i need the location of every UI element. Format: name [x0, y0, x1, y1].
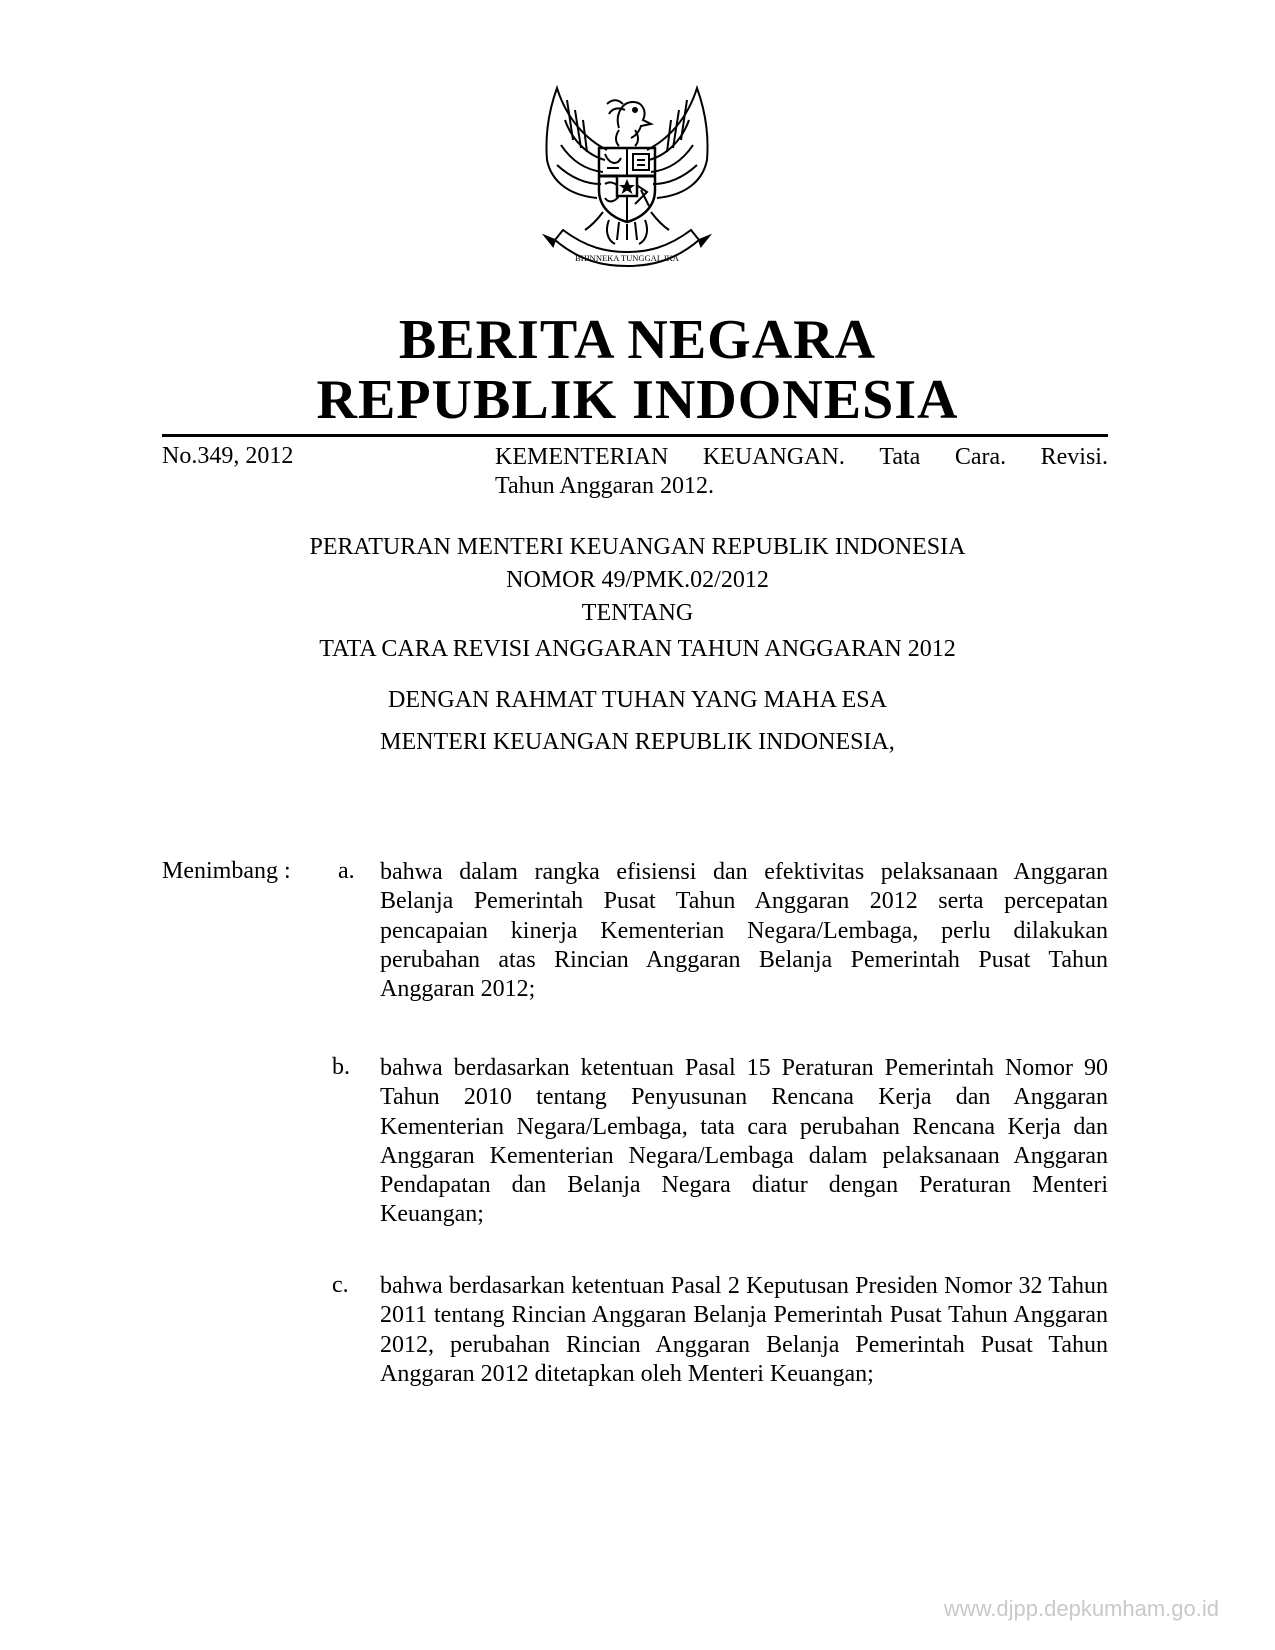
item-letter: b. — [332, 1054, 350, 1080]
subject-word: Tata — [879, 444, 921, 470]
considering-item-b: bahwa berdasarkan ketentuan Pasal 15 Peraturan Pemerintah Nomor 90 Tahun 2010 tentang Penyusunan Rencana Kerja dan Anggaran Kementerian Negara/Lembaga, tata cara perubahan Rencana Kerja dan Anggaran Kementerian Negara/Lembaga dalam pelaksanaan Anggaran Pendapatan dan Belanja Negara diatur dengan Peraturan Menteri Keuangan; — [380, 1055, 1108, 1228]
subject-word: Cara. — [954, 444, 1007, 470]
masthead-line-1: BERITA NEGARA — [398, 309, 877, 371]
gazette-number: No.349, 2012 — [162, 443, 294, 469]
regulation-number: NOMOR 49/PMK.02/2012 — [506, 567, 769, 593]
subject-word: KEMENTERIAN — [495, 444, 669, 470]
subject-word: Revisi. — [1040, 444, 1108, 470]
garuda-emblem-icon — [527, 80, 727, 275]
considering-item-c: bahwa berdasarkan ketentuan Pasal 2 Keputusan Presiden Nomor 32 Tahun 2011 tentang Rincian Anggaran Belanja Pemerintah Pusat Tahun Anggaran 2012, perubahan Rincian Anggaran Belanja Pemerintah Pusat Tahun Anggaran 2012 ditetapkan oleh Menteri Keuangan; — [380, 1273, 1108, 1387]
header-divider — [162, 434, 1108, 437]
considering-label: Menimbang : — [162, 858, 291, 884]
gazette-subject — [495, 443, 1108, 501]
regulation-title: PERATURAN MENTERI KEUANGAN REPUBLIK INDONESIA — [309, 534, 966, 560]
gazette-subject-line-1 — [495, 443, 1108, 472]
regulation-issuer: MENTERI KEUANGAN REPUBLIK INDONESIA, — [380, 729, 895, 755]
item-letter: c. — [332, 1272, 349, 1298]
regulation-invocation: DENGAN RAHMAT TUHAN YANG MAHA ESA — [388, 687, 887, 713]
source-watermark: www.djpp.depkumham.go.id — [943, 1596, 1219, 1621]
item-letter: a. — [338, 858, 355, 884]
masthead-line-2: REPUBLIK INDONESIA — [316, 369, 959, 431]
regulation-about: TENTANG — [581, 600, 694, 626]
subject-word: KEUANGAN. — [702, 444, 845, 470]
considering-item-a: bahwa dalam rangka efisiensi dan efektivitas pelaksanaan Anggaran Belanja Pemerintah Pusat Tahun Anggaran 2012 serta percepatan pencapaian kinerja Kementerian Negara/Lembaga, perlu dilakukan perubahan atas Rincian Anggaran Belanja Pemerintah Pusat Tahun Anggaran 2012; — [380, 859, 1108, 1003]
gazette-subject-line-2: Tahun Anggaran 2012. — [495, 473, 714, 499]
emblem-motto: BHINNEKA TUNGGAL IKA — [575, 253, 679, 263]
regulation-subject: TATA CARA REVISI ANGGARAN TAHUN ANGGARAN 2012 — [319, 636, 956, 662]
